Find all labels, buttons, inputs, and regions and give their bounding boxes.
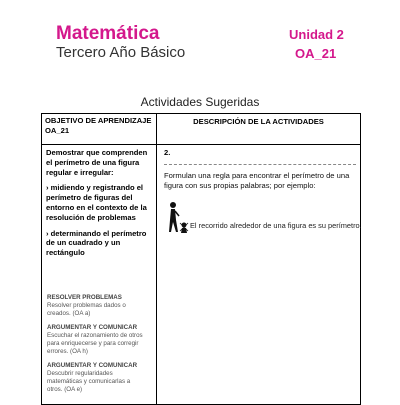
skill-title: ARGUMENTAR Y COMUNICAR [47,324,138,331]
skill-text: Resolver problemas dados o creados. (OA a) [47,302,126,317]
skill-text: Descubrir regularidades matemáticas y comunicarlas a otros. (OA e) [47,370,131,393]
objective-point-2: › determinando el perímetro de un cuadrado y un rectángulo [46,228,147,258]
activity-text: Formulan una regla para encontrar el perímetro de una figura con sus propias palabras; por ejemplo: [164,171,350,190]
activity-number: 2. [164,148,171,157]
skill-item [47,294,145,318]
table-header-row [42,114,361,145]
grade-subtitle: Tercero Año Básico [56,44,186,61]
skill-title: ARGUMENTAR Y COMUNICAR [47,362,138,369]
divider [164,164,356,165]
section-title: Actividades Sugeridas [140,95,260,109]
skills-list [47,294,145,400]
illustration-row [164,201,362,241]
skill-text: Escuchar el razonamiento de otros para enriquecerse y para corregir errores. (OA h) [47,332,143,355]
unit-label: Unidad 2 [289,27,344,42]
skill-title: RESOLVER PROBLEMAS [47,294,122,301]
objective-header: OBJETIVO DE APRENDIZAJE OA_21 [42,114,157,145]
objective-intro: Demostrar que comprenden el perímetro de una figura regular e irregular: [46,148,148,177]
objective-point-1: › midiendo y registrando el perímetro de figuras del entorno en el contexto de la resolución de problemas [46,183,147,222]
walking-person-icon [166,201,190,235]
illustration-caption: El recorrido alrededor de una figura es su perímetro. [190,221,362,230]
description-header: DESCRIPCIÓN DE LA ACTIVIDADES [157,114,361,145]
skill-item [47,324,145,356]
subject-title: Matemática [56,23,160,44]
objective-code: OA_21 [295,46,337,61]
skill-item [47,362,145,394]
description-cell [157,145,361,405]
